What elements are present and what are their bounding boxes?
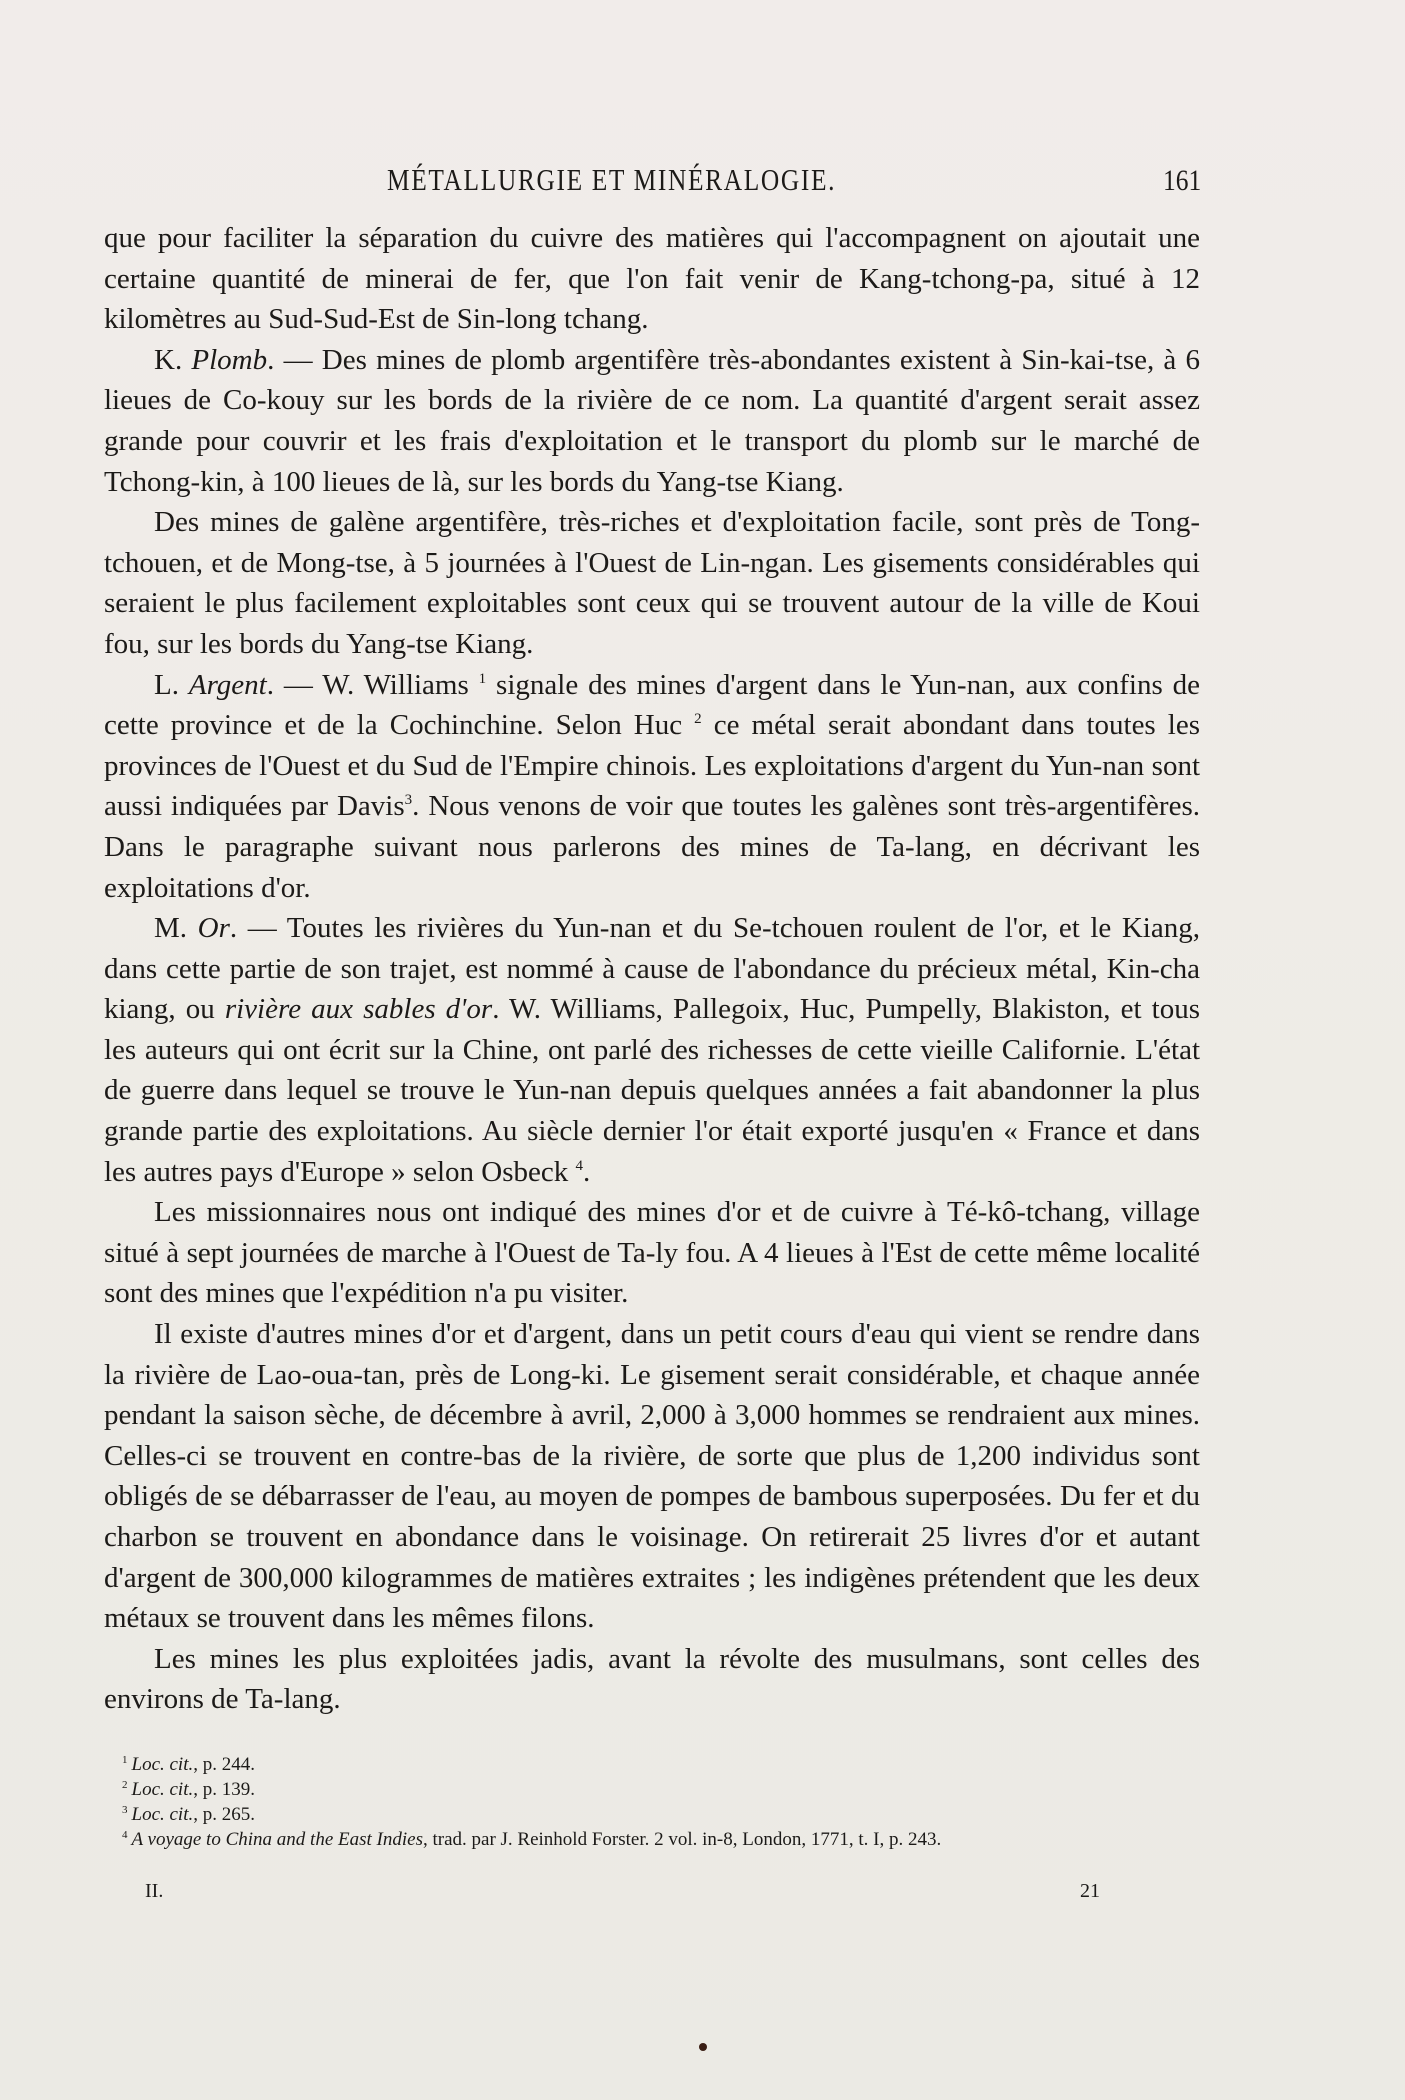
text-run: signale des mines d'argent dans le Yun-nan, aux confins de cette province et de la Cochinchine. Selon Huc — [104, 668, 1200, 742]
text-run: Les missionnaires nous ont indiqué des mines d'or et de cuivre à Té-kô-tchang, village situé à sept journées de marche à l'Ouest de Ta-ly fou. A 4 lieues à l'Est de cette même localité sont des mines que l'expédition n'a pu visiter. — [104, 1196, 1200, 1310]
paragraph — [104, 1314, 1200, 1639]
footnote — [122, 1777, 1202, 1802]
paragraph — [104, 665, 1200, 909]
text-run: . — [583, 1155, 591, 1188]
text-run: . Nous venons de voir que toutes les galènes sont très-argentifères. Dans le paragraphe suivant nous parlerons des mines de Ta-lang, en décrivant les exploitations d'or. — [104, 790, 1200, 904]
text-run: Les mines les plus exploitées jadis, avant la révolte des musulmans, sont celles des environs de Ta-lang. — [104, 1642, 1200, 1716]
signature-sheet-number: 21 — [1080, 1880, 1100, 1902]
footnote-marker: 4 — [122, 1829, 128, 1841]
italic-text: Argent — [188, 668, 267, 701]
italic-text: Plomb — [191, 343, 268, 376]
footnote-detail: , trad. par J. Reinhold Forster. 2 vol. in-8, London, 1771, t. I, p. 243. — [422, 1829, 942, 1850]
footnote-source-title: Loc. cit. — [131, 1804, 194, 1825]
footnote-reference: 2 — [694, 711, 702, 728]
text-run: L. — [154, 668, 189, 701]
footnote-detail: , p. 265. — [193, 1804, 255, 1825]
text-run: . — Des mines de plomb argentifère très-abondantes existent à Sin-kai-tse, à 6 lieues de Co-kouy sur les bords de la rivière de ce nom. La quantité d'argent serait assez grande pour couvrir et les frais d'exploitation et le transport du plomb sur le marché de Tchong-kin, à 100 lieues de là, sur les bords du Yang-tse Kiang. — [104, 343, 1200, 498]
footnote-reference: 3 — [404, 792, 413, 809]
footnote-reference: 4 — [575, 1157, 584, 1174]
text-run: Il existe d'autres mines d'or et d'argent, dans un petit cours d'eau qui vient se rendre dans la rivière de Lao-oua-tan, près de Long-ki. Le gisement serait considérable, et chaque année pendant la saison sèche, de décembre à avril, 2,000 à 3,000 hommes se rendraient aux mines. Celles-ci se trouvent en contre-bas de la rivière, de sorte que plus de 1,200 individus sont obligés de se débarrasser de l'eau, au moyen de pompes de bambous superposées. Du fer et du charbon se trouvent en abondance dans le voisinage. On retirerait 25 livres d'or et autant d'argent de 300,000 kilogrammes de matières extraites ; les indigènes prétendent que les deux métaux se trouvent dans les mêmes filons. — [104, 1318, 1200, 1635]
footnote-detail: , p. 244. — [193, 1754, 255, 1775]
printer-signature — [0, 1880, 1405, 1906]
italic-text: rivière aux sables d'or — [224, 993, 493, 1026]
text-run: . — Toutes les rivières du Yun-nan et du Se-tchouen roulent de l'or, et le Kiang, dans cette partie de son trajet, est nommé à cause de l'abondance du précieux métal, Kin-cha kiang, ou — [104, 912, 1200, 1026]
paragraph — [104, 218, 1200, 340]
text-run: M. — [154, 912, 198, 945]
footnote-marker: 2 — [122, 1779, 128, 1791]
paragraph — [104, 1192, 1200, 1314]
footnote-detail: , p. 139. — [193, 1779, 255, 1800]
footnote-source-title: Loc. cit. — [131, 1754, 194, 1775]
paragraph — [104, 1639, 1200, 1720]
footnote-marker: 1 — [122, 1754, 128, 1766]
footnote-source-title: A voyage to China and the East Indies — [131, 1829, 423, 1850]
text-run: Des mines de galène argentifère, très-riches et d'exploitation facile, sont près de Tong-tchouen, et de Mong-tse, à 5 journées à l'Ouest de Lin-ngan. Les gisements considérables qui seraient le plus facilement exploitables sont ceux qui se trouvent autour de la ville de Koui fou, sur les bords du Yang-tse Kiang. — [104, 506, 1200, 660]
paragraph — [104, 340, 1200, 502]
footnote-source-title: Loc. cit. — [131, 1779, 194, 1800]
footnote — [122, 1827, 1202, 1852]
signature-volume: II. — [145, 1880, 164, 1902]
text-run: que pour faciliter la séparation du cuivre des matières qui l'accompagnent on ajoutait une certaine quantité de minerai de fer, que l'on fait venir de Kang-tchong-pa, situé à 12 kilomètres au Sud-Sud-Est de Sin-long tchang. — [104, 222, 1200, 336]
italic-text: Or — [197, 912, 230, 945]
paragraph — [104, 908, 1200, 1192]
footnotes — [122, 1752, 1202, 1852]
footnote — [122, 1752, 1202, 1777]
text-run: . — W. Williams — [266, 668, 479, 701]
footnote — [122, 1802, 1202, 1827]
body-text — [104, 218, 1200, 1720]
text-run: ce métal serait abondant dans toutes les provinces de l'Ouest et du Sud de l'Empire chinois. Les exploitations d'argent du Yun-nan sont aussi indiquées par Davis — [104, 709, 1201, 823]
running-head — [0, 162, 1405, 206]
footnote-marker: 3 — [122, 1804, 128, 1816]
ink-spot — [699, 2043, 707, 2051]
running-title: MÉTALLURGIE ET MINÉRALOGIE. — [387, 162, 837, 197]
paragraph — [104, 502, 1200, 664]
text-run: K. — [154, 343, 192, 376]
text-run: . W. Williams, Pallegoix, Huc, Pumpelly, Blakiston, et tous les auteurs qui ont écrit sur la Chine, ont parlé des richesses de cette vieille Californie. L'état de guerre dans lequel se trouve le Yun-nan depuis quelques années a fait abandonner la plus grande partie des exploitations. Au siècle dernier l'or était exporté jusqu'en « France et dans les autres pays d'Europe » selon Osbeck — [104, 993, 1200, 1188]
page-number: 161 — [1163, 164, 1202, 197]
footnote-reference: 1 — [478, 670, 487, 687]
